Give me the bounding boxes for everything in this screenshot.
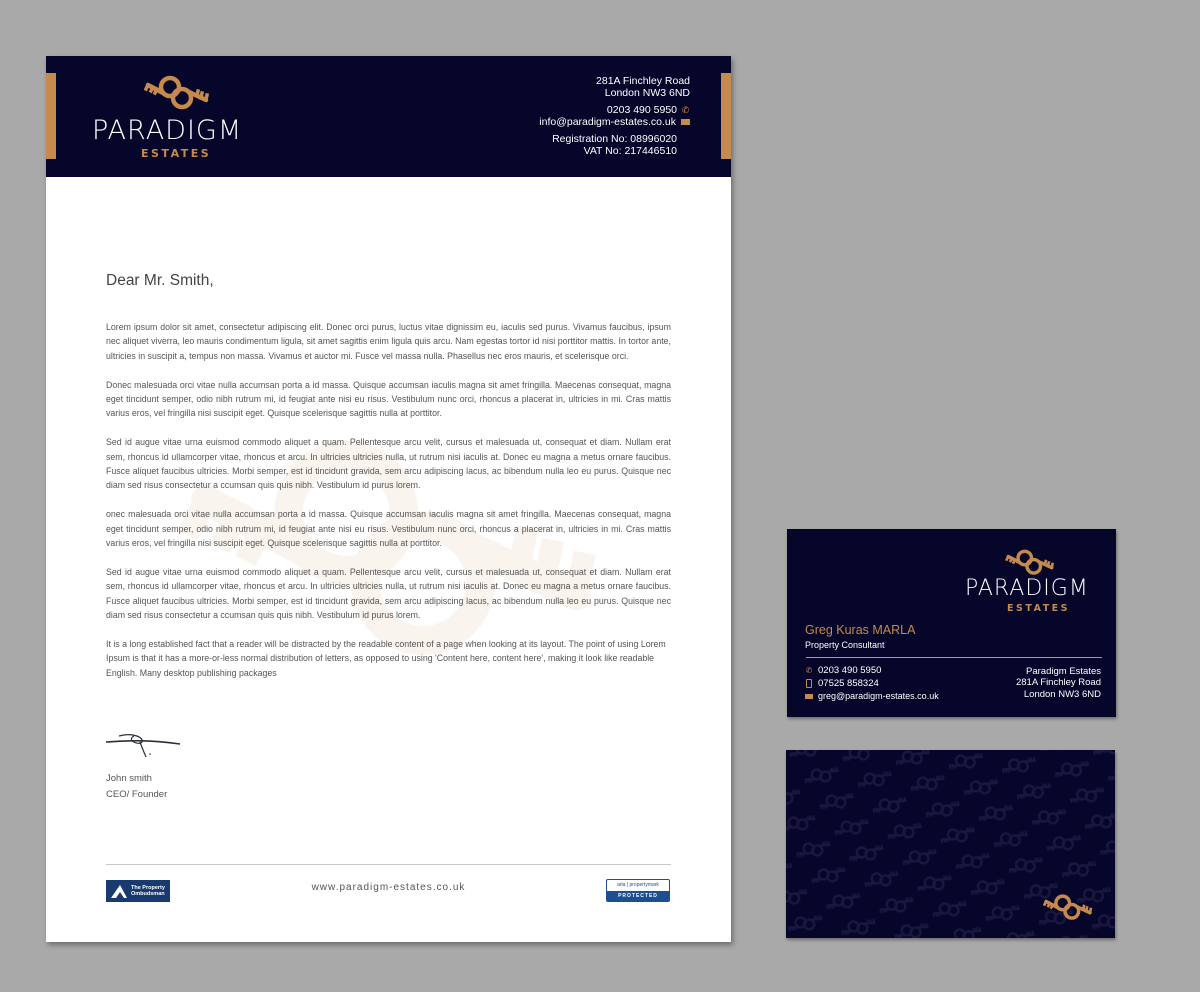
paragraph: Sed id augue vitae urna euismod commodo aliquet a quam. Pellentesque arcu velit, cursus et malesuada ut, consequat et diam. Nullam erat sem, rhoncus id ullamcorper vitae, rhoncus et arcu. In ultricies ultricies nulla, ut rutrum nisi iaculis at. Donec eu magna a metus ornare faucibus. Fusce aliquet faucibus ultricies. Morbi semper, est id tincidunt gravida, sem arcu adipiscing lacus, ac bibendum nulla leo eu purus. Quisque nec diam sed risus consectetur a ccumsan quis quis nibh. Vestibulum id purus lorem. bbox=[106, 437, 671, 491]
paragraph: Donec malesuada orci vitae nulla accumsan porta a id massa. Quisque accumsan iaculis magna sit amet fringilla. Maecenas consequat, magna eget tincidunt semper, odio nibh rutrum mi, id feugiat ante nisi eu risus. Vestibulum nunc orci, rhoncus a placerat in, ultricies in mi. Cras mattis varius eros, vel fringilla nisi suscipit eget. Quisque scelerisque sagittis nulla at porttitor. bbox=[106, 379, 671, 419]
header-email bbox=[539, 116, 690, 128]
letterhead-page bbox=[46, 56, 731, 942]
signature-image bbox=[104, 730, 184, 764]
header-contact-block bbox=[539, 75, 690, 157]
brand-name: PARADIGM bbox=[92, 115, 243, 146]
footer-divider bbox=[106, 864, 671, 865]
card-address: Paradigm Estates 281A Finchley Road London NW3 6ND bbox=[1015, 666, 1101, 700]
letterhead-header bbox=[46, 56, 731, 177]
brand-name: PARADIGM bbox=[965, 576, 1089, 601]
card-phone: ✆ 0203 490 5950 bbox=[805, 665, 882, 676]
letter-greeting: Dear Mr. Smith, bbox=[106, 272, 214, 289]
gold-accent-bar-left bbox=[46, 73, 56, 159]
arla-propertymark-badge: arla | propertymark PROTECTED bbox=[606, 879, 670, 902]
phone-icon: ✆ bbox=[805, 666, 813, 675]
gold-accent-bar-right bbox=[721, 73, 731, 159]
envelope-icon bbox=[681, 119, 690, 125]
header-phone bbox=[539, 104, 690, 116]
mobile-icon bbox=[806, 679, 812, 688]
card-person-title: Property Consultant bbox=[805, 640, 885, 650]
keys-logo-icon bbox=[1043, 891, 1093, 924]
paragraph: onec malesuada orci vitae nulla accumsan porta a id massa. Quisque accumsan iaculis magna sit amet fringilla. Maecenas consequat, magna eget tincidunt semper, odio nibh rutrum mi, id feugiat ante nisi eu risus. Vestibulum nunc orci, rhoncus a placerat in, ultricies in mi. Cras mattis varius eros, vel fringilla nisi suscipit eget. Quisque scelerisque sagittis nulla at porttitor. bbox=[106, 509, 671, 549]
brand-subtitle: ESTATES bbox=[141, 147, 212, 160]
website-url[interactable]: www.paradigm-estates.co.uk bbox=[311, 882, 466, 893]
paragraph: Lorem ipsum dolor sit amet, consectetur adipiscing elit. Donec orci purus, luctus vitae dignissim eu, iaculis sed purus. Vivamus faucibus, ipsum nec aliquet viverra, leo mauris condimentum ligula, sit amet sagittis enim ligula quis arcu. Nam egestas tortor id nisi porttitor mattis. In tortor ante, ultricies in suscipit a, tempus non massa. Vivamus et auctor mi. Fusce vel massa nulla. Phasellus nec eros mauris, et scelerisque orci. bbox=[106, 322, 671, 361]
card-mobile: 07525 858324 bbox=[805, 678, 939, 691]
paragraph: It is a long established fact that a reader will be distracted by the readable content of a page when looking at its layout. The point of using Lorem Ipsum is that it has a more-or-less normal distribution of letters, as opposed to using 'Content here, content here', making it look like readable English. Many desktop publishing packages bbox=[106, 638, 666, 678]
card-person-name: Greg Kuras MARLA bbox=[805, 623, 916, 637]
brand-logo bbox=[92, 74, 267, 164]
phone-number: 0203 490 5950 bbox=[606, 104, 677, 116]
envelope-icon bbox=[805, 694, 813, 699]
address-line-1: 281A Finchley Road bbox=[596, 75, 690, 87]
property-ombudsman-badge: The Property Ombudsman bbox=[106, 880, 170, 902]
card-divider bbox=[806, 657, 1102, 658]
brand-subtitle: ESTATES bbox=[1007, 603, 1071, 614]
card-email: greg@paradigm-estates.co.uk bbox=[805, 690, 939, 703]
paragraph: Sed id augue vitae urna euismod commodo aliquet a quam. Pellentesque arcu velit, cursus et malesuada ut, consequat et diam. Nullam erat sem, rhoncus id ullamcorper vitae, rhoncus et arcu. In ultricies ultricies nulla, ut rutrum nisi iaculis at. Donec eu magna a metus ornare faucibus. Fusce aliquet faucibus ultricies. Morbi semper, est id tincidunt gravida, sem arcu adipiscing lacus, ac bibendum nulla leo eu purus. Quisque nec diam sed risus consectetur a ccumsan quis quis nibh. Vestibulum id purus lorem. bbox=[106, 566, 671, 621]
vat-number: VAT No: 217446510 bbox=[583, 145, 677, 157]
signer-role: CEO/ Founder bbox=[106, 789, 168, 800]
registration-number: Registration No: 08996020 bbox=[552, 133, 677, 145]
phone-icon: ✆ bbox=[681, 105, 690, 115]
keys-logo-icon bbox=[1005, 549, 1055, 576]
letter-body bbox=[106, 320, 671, 694]
business-card-back bbox=[786, 750, 1115, 938]
email-address[interactable]: info@paradigm-estates.co.uk bbox=[539, 116, 676, 128]
address-line-2: London NW3 6ND bbox=[604, 87, 690, 99]
card-brand-logo bbox=[965, 549, 1105, 613]
business-card-front bbox=[787, 529, 1116, 717]
card-contact-list bbox=[805, 665, 939, 703]
signer-name: John smith bbox=[106, 773, 152, 784]
keys-logo-icon bbox=[144, 74, 210, 112]
